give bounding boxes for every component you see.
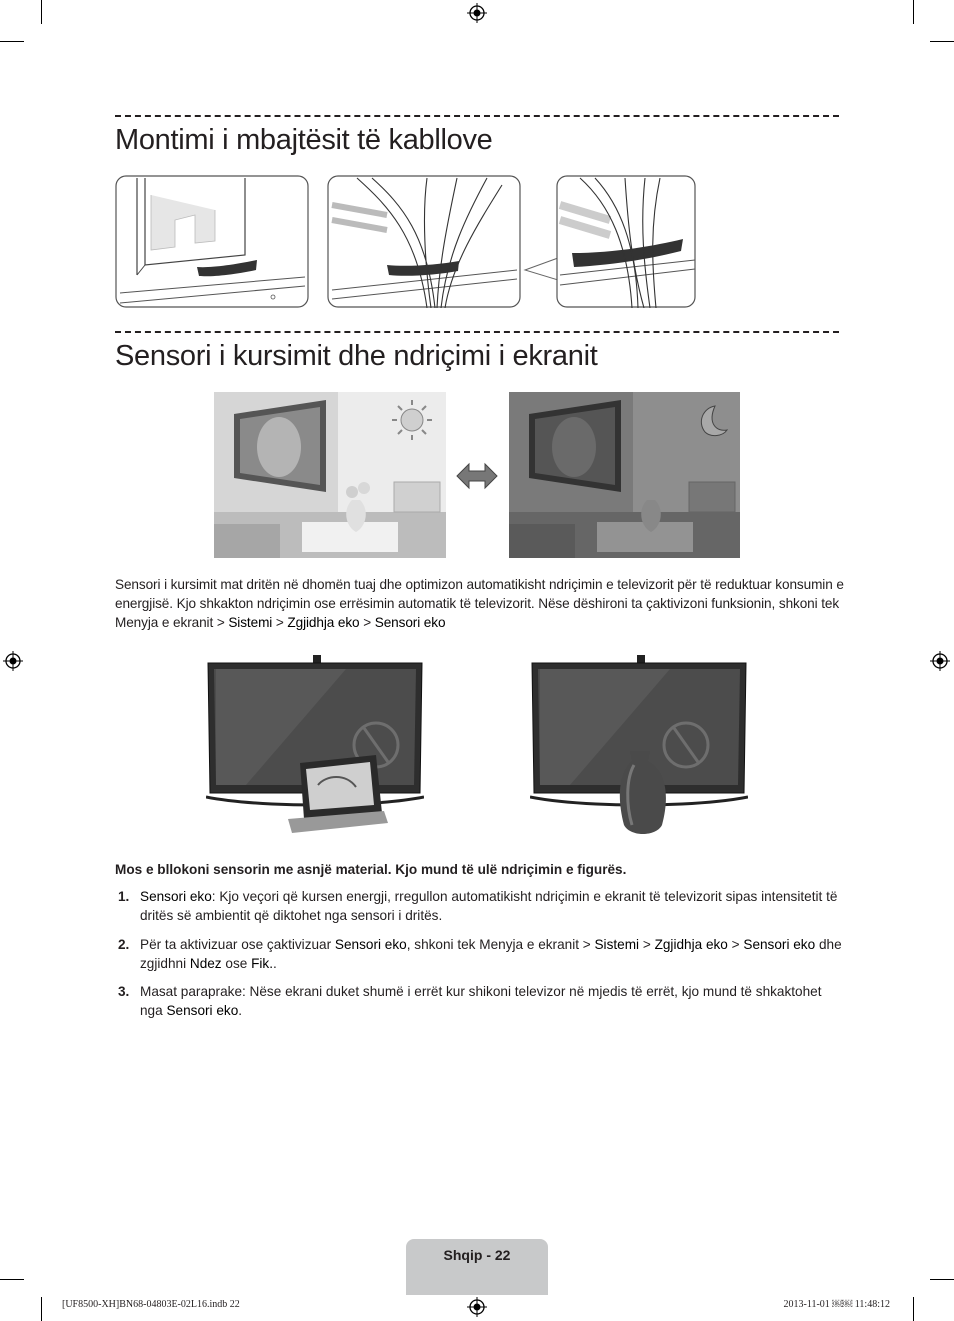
menu-path-system: Sistemi	[228, 615, 273, 630]
room-daylight-photo	[214, 392, 446, 558]
warning-text: Mos e bllokoni sensorin me asnjë material. Kjo mund të ulë ndriçimin e figurës.	[115, 862, 627, 877]
registration-mark-icon	[930, 651, 950, 671]
crop-mark	[0, 41, 24, 42]
intro-paragraph: Sensori i kursimit mat dritën në dhomën tuaj dhe optimizon automatikisht ndriçimin e televizorit për të reduktuar konsumin e energjisë. Kjo shkakton ndriçimin ose errësimin automatik të televizorit. Nëse dëshironi ta çaktivizoni funksionin, shkoni tek Menyja e ekranit > Sistemi > Zgjidhja eko > Sensori eko	[115, 577, 844, 630]
cable-holder-step1-illustration	[115, 175, 309, 308]
section-title-eco-sensor: Sensori i kursimit dhe ndriçimi i ekranit	[115, 340, 598, 372]
crop-mark	[930, 41, 954, 42]
section-title-cable-holder: Montimi i mbajtësit të kabllove	[115, 124, 493, 156]
crop-mark	[913, 1297, 914, 1321]
crop-mark	[41, 0, 42, 24]
cable-holder-step3-illustration	[520, 175, 697, 308]
tv-blocked-by-frame-illustration	[206, 655, 424, 840]
footer-file-info: [UF8500-XH]BN68-04803E-02L16.indb 22	[62, 1299, 240, 1310]
page-number: Shqip - 22	[443, 1247, 511, 1263]
registration-mark-icon	[467, 1297, 487, 1317]
page-number-tab	[406, 1239, 548, 1295]
double-arrow-icon	[455, 462, 499, 490]
crop-mark	[41, 1297, 42, 1321]
menu-path-eco-solution: Zgjidhja eko	[287, 615, 360, 630]
registration-mark-icon	[467, 3, 487, 23]
tv-blocked-by-vase-illustration	[530, 655, 748, 840]
crop-mark	[0, 1279, 24, 1280]
crop-mark	[913, 0, 914, 24]
crop-mark	[930, 1279, 954, 1280]
room-night-photo	[509, 392, 740, 558]
footer-timestamp: 2013-11-01 ￼￼ 11:48:12	[783, 1299, 890, 1310]
cable-holder-step2-illustration	[327, 175, 521, 308]
menu-path-eco-sensor: Sensori eko	[374, 615, 446, 630]
registration-mark-icon	[3, 651, 23, 671]
section-divider	[115, 331, 839, 333]
section-divider	[115, 115, 839, 117]
